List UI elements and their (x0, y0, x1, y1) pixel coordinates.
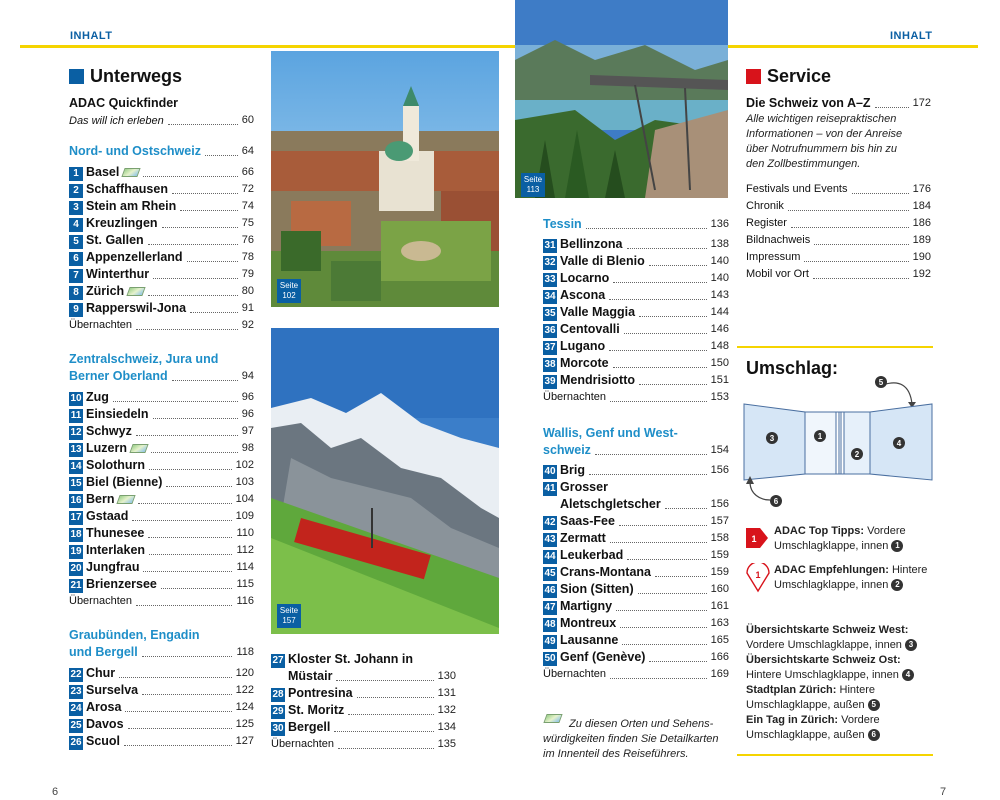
circle-number: 6 (868, 729, 880, 741)
toc-entry[interactable]: 22 Chur 120 (70, 666, 254, 680)
toc-entry[interactable]: 27 Kloster St. Johann in Müstair 130 (272, 652, 456, 683)
cover-item[interactable]: Stadtplan Zürich: Hintere (746, 684, 875, 696)
overnight-row[interactable]: Übernachten 116 (69, 595, 254, 607)
entry-number-badge: 2 (69, 184, 83, 198)
toc-entry[interactable]: 39 Mendrisiotto 151 (544, 373, 729, 387)
quickfinder-sub[interactable]: Das will ich erleben 60 (69, 114, 254, 127)
top-tipps-legend: 1 ADAC Top Tipps: Vordere Umschlagklappe, innen 1 (746, 524, 946, 554)
cover-item[interactable]: Übersichtskarte Schweiz West: (746, 624, 909, 636)
cover-diagram (740, 372, 935, 512)
red-square-icon (746, 69, 761, 84)
umschlag-title: Umschlag: (746, 358, 839, 378)
toc-entry[interactable]: 48 Montreux 163 (544, 616, 729, 630)
service-entry[interactable]: Register 186 (746, 217, 931, 229)
toc-entry[interactable]: 44 Leukerbad 159 (544, 548, 729, 562)
entry-number-badge: 36 (544, 325, 556, 336)
entry-number-badge: 19 (70, 546, 82, 557)
entry-number-badge: 21 (70, 580, 82, 591)
header-bar-right (728, 45, 978, 48)
service-entry[interactable]: Festivals und Events 176 (746, 183, 931, 195)
toc-entry[interactable]: 14 Solothurn 102 (70, 458, 254, 472)
map-icon (122, 168, 141, 177)
toc-entry[interactable]: 6 Appenzellerland 78 (69, 249, 254, 266)
entry-number-badge: 25 (70, 720, 82, 731)
region-zentral-line2[interactable]: Berner Oberland 94 (69, 369, 254, 383)
svg-text:3: 3 (769, 434, 775, 443)
toc-entry[interactable]: 30 Bergell 134 (272, 720, 456, 734)
photo-jungfrau (271, 328, 499, 634)
svg-text:1: 1 (817, 432, 823, 441)
entry-number-badge: 3 (69, 201, 83, 215)
toc-entry[interactable]: 2 Schaffhausen 72 (69, 181, 254, 198)
toc-entry[interactable]: 41 Grosser Aletschgletscher 156 (544, 480, 729, 511)
circle-number: 1 (891, 540, 903, 552)
toc-entry[interactable]: 46 Sion (Sitten) 160 (544, 582, 729, 596)
top-tipp-icon (746, 524, 770, 552)
toc-entry[interactable]: 28 Pontresina 131 (272, 686, 456, 700)
toc-entry[interactable]: 40 Brig 156 (544, 463, 729, 477)
svg-text:1: 1 (755, 570, 761, 580)
region-graubuenden[interactable]: Graubünden, Engadin (69, 628, 200, 642)
toc-entry[interactable]: 8 Zürich 80 (69, 283, 254, 300)
map-icon (117, 495, 136, 504)
toc-entry[interactable]: 50 Genf (Genève) 166 (544, 650, 729, 664)
overnight-row[interactable]: Übernachten 169 (543, 668, 729, 680)
map-note: Zu diesen Orten und Sehens- würdigkeiten finden Sie Detailkarten im Innenteil des Reiseführers. (543, 714, 733, 762)
a-z-row[interactable]: Die Schweiz von A–Z 172 (746, 96, 931, 110)
entry-number-badge: 40 (544, 466, 556, 477)
service-title: Service (746, 66, 931, 87)
umschlag-list: Übersichtskarte Schweiz West: Vordere Umschlagklappe, innen 3 Übersichtskarte Schweiz Ost: Hintere Umschlagklappe, innen 4 Stadtplan Zürich: Hintere Umschlagklappe, außen 5 Ein Tag in Zürich: Vordere Umschlagklappe, außen 6 (746, 623, 936, 743)
svg-text:5: 5 (878, 378, 884, 387)
toc-entry[interactable]: 36 Centovalli 146 (544, 322, 729, 336)
toc-column-3 (543, 216, 729, 683)
toc-entry[interactable]: 25 Davos 125 (70, 717, 254, 731)
cover-item[interactable]: Übersichtskarte Schweiz Ost: (746, 654, 901, 666)
toc-entry[interactable]: 45 Crans-Montana 159 (544, 565, 729, 579)
toc-entry[interactable]: 24 Arosa 124 (70, 700, 254, 714)
toc-entry[interactable]: 9 Rapperswil-Jona 91 (69, 300, 254, 317)
entry-number-badge: 1 (69, 167, 83, 181)
region-tessin[interactable]: Tessin 136 (543, 217, 729, 231)
toc-entry[interactable]: 18 Thunesee 110 (70, 526, 254, 540)
entry-number-badge: 31 (544, 240, 556, 251)
entry-number-badge: 8 (69, 286, 83, 300)
toc-entry[interactable]: 10 Zug 96 (70, 390, 254, 404)
entry-number-badge: 26 (70, 737, 82, 748)
toc-entry[interactable]: 13 Luzern 98 (70, 441, 254, 455)
entry-number-badge: 32 (544, 257, 556, 268)
entry-number-badge: 20 (70, 563, 82, 574)
entry-number-badge: 47 (544, 602, 556, 613)
circle-number: 2 (891, 579, 903, 591)
svg-text:6: 6 (773, 497, 779, 506)
service-entry[interactable]: Bildnachweis 189 (746, 234, 931, 246)
entry-number-badge: 43 (544, 534, 556, 545)
toc-entry[interactable]: 42 Saas-Fee 157 (544, 514, 729, 528)
entry-number-badge: 37 (544, 342, 556, 353)
page-number-right: 7 (940, 786, 947, 798)
entry-number-badge: 12 (70, 427, 82, 438)
header-left: INHALT (70, 30, 113, 42)
circle-number: 3 (905, 639, 917, 651)
entry-number-badge: 39 (544, 376, 556, 387)
entry-number-badge: 18 (70, 529, 82, 540)
diagram-number-3 (766, 432, 778, 444)
region-wallis-line2[interactable]: schweiz 154 (543, 443, 729, 457)
toc-entry[interactable]: 35 Valle Maggia 144 (544, 305, 729, 319)
toc-column-1 (69, 66, 254, 750)
entry-number-badge: 42 (544, 517, 556, 528)
toc-entry[interactable]: 49 Lausanne 165 (544, 633, 729, 647)
blue-square-icon (69, 69, 84, 84)
entry-number-badge: 17 (70, 512, 82, 523)
entry-number-badge: 30 (272, 723, 284, 734)
diagram-number-1 (814, 430, 826, 442)
diagram-number-6 (770, 495, 782, 507)
toc-entry[interactable]: 17 Gstaad 109 (70, 509, 254, 523)
entry-number-badge: 23 (70, 686, 82, 697)
toc-entry[interactable]: 21 Brienzersee 115 (70, 577, 254, 591)
toc-entry[interactable]: 4 Kreuzlingen 75 (69, 215, 254, 232)
toc-entry[interactable]: 11 Einsiedeln 96 (70, 407, 254, 421)
entry-number-badge: 4 (69, 218, 83, 232)
toc-entry[interactable]: 37 Lugano 148 (544, 339, 729, 353)
diagram-number-2 (851, 448, 863, 460)
region-graubuenden-line2[interactable]: und Bergell 118 (69, 645, 254, 659)
toc-entry[interactable]: 12 Schwyz 97 (70, 424, 254, 438)
entry-number-badge: 7 (69, 269, 83, 283)
toc-entry[interactable]: 47 Martigny 161 (544, 599, 729, 613)
map-icon (543, 714, 562, 723)
entry-number-badge: 48 (544, 619, 556, 630)
toc-entry[interactable]: 3 Stein am Rhein 74 (69, 198, 254, 215)
entry-number-badge: 41 (544, 483, 556, 494)
header-bar-left (20, 45, 515, 48)
toc-entry[interactable]: 5 St. Gallen 76 (69, 232, 254, 249)
toc-entry[interactable]: 26 Scuol 127 (70, 734, 254, 748)
entry-number-badge: 34 (544, 291, 556, 302)
entry-number-badge: 45 (544, 568, 556, 579)
entry-number-badge: 35 (544, 308, 556, 319)
entry-number-badge: 5 (69, 235, 83, 249)
entry-number-badge: 28 (272, 689, 284, 700)
diagram-number-4 (893, 437, 905, 449)
entry-number-badge: 44 (544, 551, 556, 562)
umschlag-divider-top (737, 346, 933, 348)
entry-number-badge: 10 (70, 393, 82, 404)
toc-entry[interactable]: 20 Jungfrau 114 (70, 560, 254, 574)
service-entry[interactable]: Impressum 190 (746, 251, 931, 263)
overnight-row[interactable]: Übernachten 135 (271, 738, 456, 750)
entry-number-badge: 29 (272, 706, 284, 717)
a-z-desc: Alle wichtigen reisepraktischen Informationen – von der Anreise über Notrufnummern bis hin zu den Zollbestimmungen. (746, 113, 903, 170)
header-right: INHALT (890, 30, 933, 42)
service-entry[interactable]: Mobil vor Ort 192 (746, 268, 931, 280)
toc-entry[interactable]: 33 Locarno 140 (544, 271, 729, 285)
entry-number-badge: 14 (70, 461, 82, 472)
entry-number-badge: 16 (70, 495, 82, 506)
toc-entry[interactable]: 31 Bellinzona 138 (544, 237, 729, 251)
unterwegs-title: Unterwegs (69, 66, 254, 87)
toc-entry[interactable]: 38 Morcote 150 (544, 356, 729, 370)
entry-number-badge: 13 (70, 444, 82, 455)
empfehlung-icon (746, 563, 770, 593)
overnight-row[interactable]: Übernachten 153 (543, 391, 729, 403)
entry-number-badge: 46 (544, 585, 556, 596)
circle-number: 4 (902, 669, 914, 681)
circle-number: 5 (868, 699, 880, 711)
toc-entry[interactable]: 32 Valle di Blenio 140 (544, 254, 729, 268)
photo-skywalk (515, 0, 728, 198)
toc-entry[interactable]: 43 Zermatt 158 (544, 531, 729, 545)
service-entry[interactable]: Chronik 184 (746, 200, 931, 212)
entry-number-badge: 9 (69, 303, 83, 317)
svg-text:4: 4 (896, 439, 902, 448)
toc-entry[interactable]: 15 Biel (Bienne) 103 (70, 475, 254, 489)
svg-text:1: 1 (751, 534, 757, 544)
service-column (746, 66, 931, 283)
region-zentral[interactable]: Zentralschweiz, Jura und (69, 352, 219, 366)
toc-entry[interactable]: 29 St. Moritz 132 (272, 703, 456, 717)
entry-number-badge: 15 (70, 478, 82, 489)
cover-item[interactable]: Ein Tag in Zürich: Vordere (746, 714, 880, 726)
entry-number-badge: 22 (70, 669, 82, 680)
map-icon (127, 287, 146, 296)
diagram-number-5 (875, 376, 887, 388)
entry-number-badge: 33 (544, 274, 556, 285)
seite-badge: Seite 157 (277, 604, 301, 628)
page-number-left: 6 (52, 786, 59, 798)
quickfinder[interactable]: ADAC Quickfinder (69, 96, 179, 110)
region-nord-ost[interactable]: Nord- und Ostschweiz 64 (69, 144, 254, 158)
overnight-row[interactable]: Übernachten 92 (69, 319, 254, 331)
entry-number-badge: 49 (544, 636, 556, 647)
entry-number-badge: 24 (70, 703, 82, 714)
toc-entry[interactable]: 34 Ascona 143 (544, 288, 729, 302)
empfehlungen-legend: 1 ADAC Empfehlungen: Hintere Umschlagklappe, innen 2 (746, 563, 946, 593)
seite-badge: Seite 113 (521, 173, 545, 197)
toc-entry[interactable]: 19 Interlaken 112 (70, 543, 254, 557)
toc-entry[interactable]: 23 Surselva 122 (70, 683, 254, 697)
umschlag-divider-bottom (737, 754, 933, 756)
entry-number-badge: 50 (544, 653, 556, 664)
entry-number-badge: 38 (544, 359, 556, 370)
toc-entry[interactable]: 16 Bern 104 (70, 492, 254, 506)
seite-badge: Seite 102 (277, 279, 301, 303)
photo-solothurn (271, 51, 499, 307)
toc-entry[interactable]: 7 Winterthur 79 (69, 266, 254, 283)
toc-column-2 (271, 651, 456, 753)
entry-number-badge: 27 (272, 655, 284, 666)
region-wallis[interactable]: Wallis, Genf und West- (543, 426, 678, 440)
entry-number-badge: 6 (69, 252, 83, 266)
entry-number-badge: 11 (70, 410, 82, 421)
toc-entry[interactable]: 1 Basel 66 (69, 164, 254, 181)
map-icon (129, 444, 148, 453)
svg-text:2: 2 (854, 450, 860, 459)
